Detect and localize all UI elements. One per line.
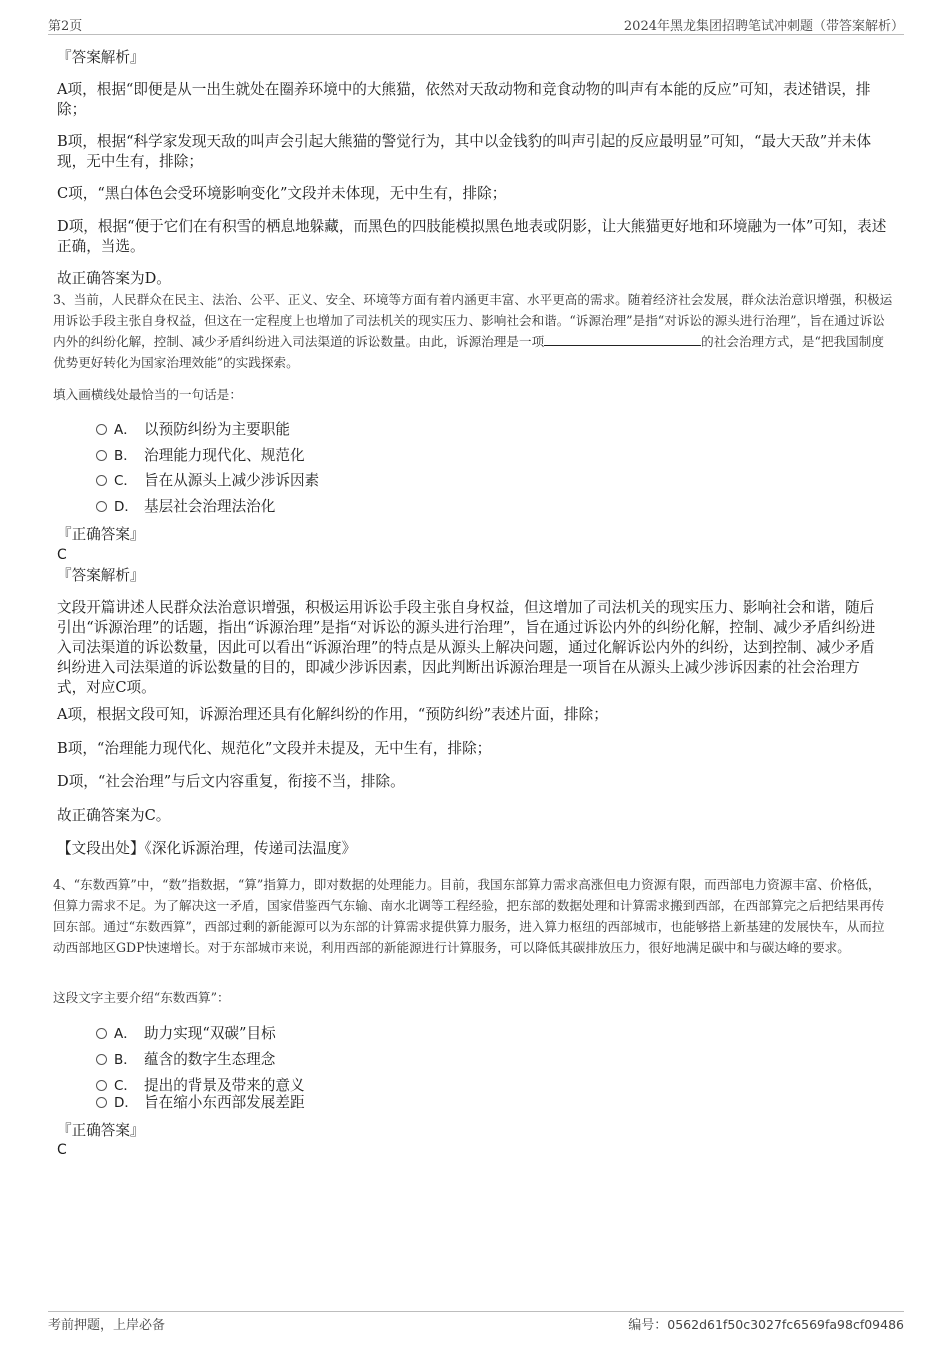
q4-answer-tag: 『正确答案』 [57, 1122, 145, 1139]
radio-icon[interactable] [96, 1054, 107, 1065]
q2-analysis-d: D项，根据“便于它们在有积雪的栖息地躲藏，而黑色的四肢能模拟黑色地表或阴影，让大熊猫更好地和环境融为一体”可知，表述正确，当选。 [57, 218, 887, 255]
q3-analysis-main: 文段开篇讲述人民群众法治意识增强，积极运用诉讼手段主张自身权益，但这增加了司法机关的现实压力、影响社会和谐，随后引出“诉源治理”的话题，指出“诉源治理”是指“对诉讼的源头进行治理”，旨在通过诉讼内外的纠纷化解，控制、减少矛盾纠纷进入司法渠道的诉讼数量，因此可以看出“诉源治理”的特点是从源头上解决问题，通过化解诉讼内外的纠纷，达到控制、减少矛盾纠纷进入司法渠道的诉讼数量的目的，即减少涉诉因素，因此判断出诉源治理是一项旨在从源头上减少涉诉因素的社会治理方式，对应C项。 [57, 599, 876, 696]
q2-analysis-b: B项，根据“科学家发现天敌的叫声会引起大熊猫的警觉行为，其中以金钱豹的叫声引起的反应最明显”可知，“最大天敌”并未体现，无中生有，排除； [57, 133, 872, 170]
q2-analysis-c: C项，“黑白体色会受环境影响变化”文段并未体现，无中生有，排除； [57, 185, 507, 202]
q4-stem: 4、“东数西算”中，“数”指数据，“算”指算力，即对数据的处理能力。目前，我国东部算力需求高涨但电力资源有限，而西部电力资源丰富、价格低，但算力需求不足。为了解决这一矛盾，国家借鉴西气东输、南水北调等工程经验，把东部的数据处理和计算需求搬到西部，在西部算完之后把结果再传回东部。通过“东数西算”，西部过剩的新能源可以为东部的计算需求提供算力服务，进入算力枢纽的西部城市，也能够搭上新基建的发展快车，从而拉动西部地区GDP快速增长。对于东部城市来说，利用西部的新能源进行计算服务，可以降低其碳排放压力，很好地满足碳中和与碳达峰的要求。 [53, 877, 885, 955]
q3-analysis-d: D项，“社会治理”与后文内容重复，衔接不当，排除。 [57, 773, 405, 790]
q3-stem-after: 的社会治理方式，是“把我国制度优势更好转化为国家治理效能”的实践探索。 [53, 334, 884, 370]
document-title: 2024年黑龙集团招聘笔试冲刺题（带答案解析） [623, 19, 904, 34]
q3-option-d[interactable]: D． 基层社会治理法治化 [96, 497, 275, 517]
q3-stem [53, 289, 893, 373]
page-footer [48, 1311, 904, 1332]
radio-icon[interactable] [96, 501, 107, 512]
q3-option-a[interactable]: A． 以预防纠纷为主要职能 [96, 420, 290, 440]
q4-answer: C [57, 1142, 67, 1158]
q4-option-d[interactable]: D． 旨在缩小东西部发展差距 [96, 1093, 305, 1113]
radio-icon[interactable] [96, 1080, 107, 1091]
q2-analysis-tag: 『答案解析』 [57, 49, 145, 66]
q3-answer-tag: 『正确答案』 [57, 526, 145, 543]
q3-analysis-tag: 『答案解析』 [57, 567, 145, 584]
page-number: 第2页 [48, 19, 83, 34]
radio-icon[interactable] [96, 424, 107, 435]
page-header [48, 14, 904, 35]
q3-source: 【文段出处】《深化诉源治理，传递司法温度》 [57, 840, 357, 857]
q4-option-c[interactable]: C． 提出的背景及带来的意义 [96, 1076, 305, 1096]
q3-prompt: 填入画横线处最恰当的一句话是： [53, 387, 242, 402]
q4-option-a[interactable]: A． 助力实现“双碳”目标 [96, 1024, 276, 1044]
q2-analysis-a: A项，根据“即便是从一出生就处在圈养环境中的大熊猫，依然对天敌动物和竞食动物的叫声有本能的反应”可知，表述错误，排除； [57, 81, 871, 118]
document-code: 编号：0562d61f50c3027fc6569fa98cf09486 [628, 1317, 904, 1333]
answer-blank [544, 331, 701, 346]
q3-conclusion: 故正确答案为C。 [57, 807, 171, 824]
q4-prompt: 这段文字主要介绍“东数西算”： [53, 990, 230, 1005]
radio-icon[interactable] [96, 475, 107, 486]
radio-icon[interactable] [96, 1028, 107, 1039]
q3-stem-before: 3、当前，人民群众在民主、法治、公平、正义、安全、环境等方面有着内涵更丰富、水平更高的需求。随着经济社会发展，群众法治意识增强，积极运用诉讼手段主张自身权益，但这在一定程度上也增加了司法机关的现实压力、影响社会和谐。“诉源治理”是指“对诉讼的源头进行治理”，旨在通过诉讼内外的纠纷化解，控制、减少矛盾纠纷进入司法渠道的诉讼数量。由此，诉源治理是一项 [53, 292, 893, 349]
radio-icon[interactable] [96, 1097, 107, 1108]
q3-answer: C [57, 547, 67, 563]
q2-conclusion: 故正确答案为D。 [57, 270, 171, 287]
q4-option-b[interactable]: B． 蕴含的数字生态理念 [96, 1050, 275, 1070]
footer-slogan: 考前押题，上岸必备 [48, 1318, 166, 1333]
q3-analysis-a: A项，根据文段可知，诉源治理还具有化解纠纷的作用，“预防纠纷”表述片面，排除； [57, 706, 608, 723]
q3-analysis-b: B项，“治理能力现代化、规范化”文段并未提及，无中生有，排除； [57, 740, 492, 757]
radio-icon[interactable] [96, 450, 107, 461]
q3-option-b[interactable]: B． 治理能力现代化、规范化 [96, 446, 305, 466]
q3-option-c[interactable]: C． 旨在从源头上减少涉诉因素 [96, 471, 319, 491]
